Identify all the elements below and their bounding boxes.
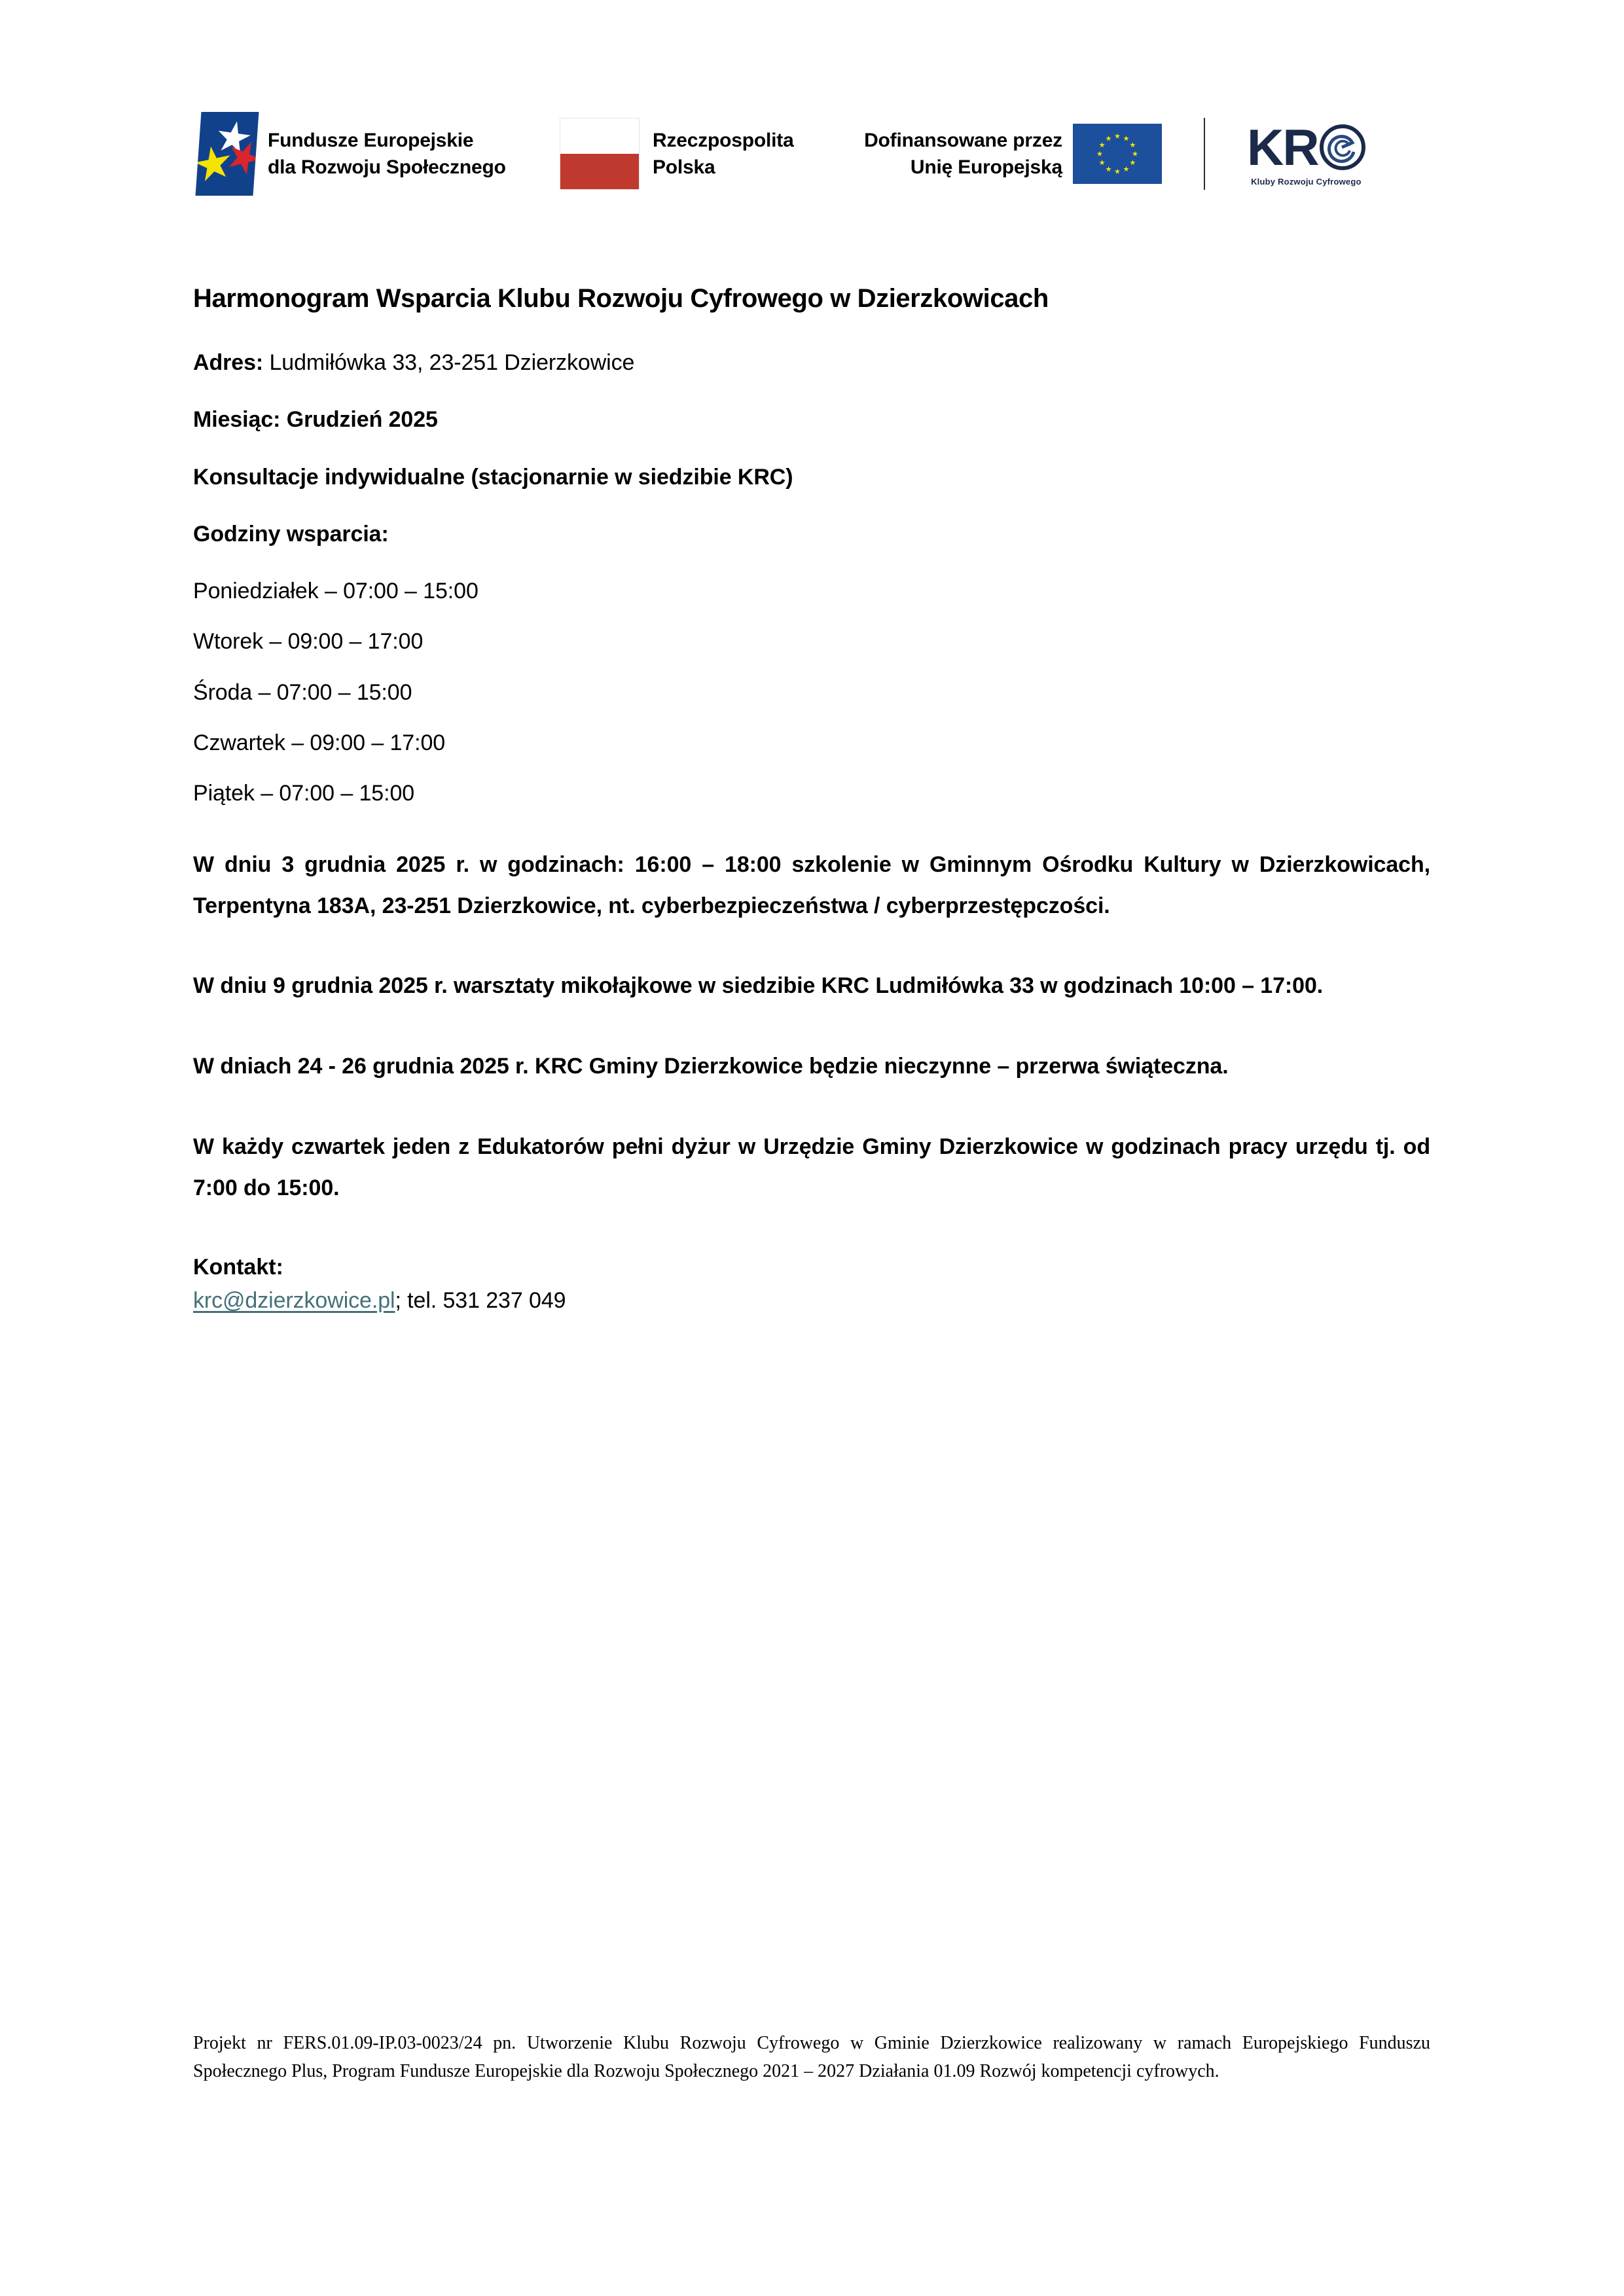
eu-star-icon	[1115, 134, 1121, 139]
eu-label-line-1: Dofinansowane przez	[864, 129, 1062, 151]
funding-logo-strip	[193, 101, 1430, 206]
address-value: Ludmiłówka 33, 23-251 Dzierzkowice	[263, 350, 635, 375]
contact-section	[193, 1255, 1430, 1314]
logo-divider	[1162, 101, 1247, 206]
contact-phone: ; tel. 531 237 049	[395, 1288, 566, 1314]
page-title: Harmonogram Wsparcia Klubu Rozwoju Cyfrowego w Dzierzkowicach	[193, 284, 1049, 313]
eu-star-icon	[1132, 151, 1138, 157]
logo-european-union	[864, 101, 1162, 206]
logo-rzeczpospolita-polska	[560, 101, 867, 206]
eu-star-icon	[1106, 166, 1111, 172]
pl-label-line-2: Polska	[653, 156, 715, 178]
eu-star-icon	[1115, 169, 1121, 175]
address-line	[193, 347, 1430, 379]
hours-item-tuesday: Wtorek – 09:00 – 17:00	[193, 629, 424, 655]
announcement-thursday-duty: W każdy czwartek jeden z Edukatorów pełni dyżur w Urzędzie Gminy Dzierzkowice w godzinach pracy urzędu tj. od 7:00 do 15:00.	[193, 1134, 1430, 1201]
krc-spiral-e-icon	[1320, 124, 1365, 170]
eu-star-icon	[1099, 142, 1105, 148]
announcement-holiday-closure: W dniach 24 - 26 grudnia 2025 r. KRC Gminy Dzierzkowice będzie nieczynne – przerwa świąteczna.	[193, 1054, 1229, 1079]
fundusze-europejskie-emblem-icon	[193, 112, 256, 196]
eu-star-icon	[1106, 135, 1111, 141]
address-label: Adres:	[193, 350, 264, 375]
eu-star-icon	[1130, 160, 1136, 166]
eu-star-icon	[1123, 166, 1129, 172]
eu-star-icon	[1097, 151, 1103, 157]
pl-label-line-1: Rzeczpospolita	[653, 129, 794, 151]
contact-heading: Kontakt:	[193, 1255, 283, 1280]
eu-star-icon	[1123, 135, 1129, 141]
eu-star-icon	[1130, 142, 1136, 148]
contact-details	[193, 1288, 1430, 1314]
poland-flag-icon	[560, 118, 640, 190]
eu-label-line-2: Unię Europejską	[910, 156, 1062, 178]
announcement-training-dec-3: W dniu 3 grudnia 2025 r. w godzinach: 16:00 – 18:00 szkolenie w Gminnym Ośrodku Kultury w Dzierzkowicach, Terpentyna 183A, 23-251 Dzierzkowice, nt. cyberbezpieczeństwa / cyberprzestępczości.	[193, 852, 1430, 918]
hours-item-wednesday: Środa – 07:00 – 15:00	[193, 679, 412, 705]
hours-item-friday: Piątek – 07:00 – 15:00	[193, 781, 415, 806]
krc-wordmark-text: KR	[1247, 118, 1318, 176]
logo-fundusze-europejskie	[193, 101, 560, 206]
footer-text: Projekt nr FERS.01.09-IP.03-0023/24 pn. Utworzenie Klubu Rozwoju Cyfrowego w Gminie Dzierzkowice realizowany w ramach Europejskiego Funduszu Społecznego Plus, Program Fundusze Europejskie dla Rozwoju Społecznego 2021 – 2027 Działania 01.09 Rozwój kompetencji cyfrowych.	[193, 2033, 1430, 2082]
krc-tagline: Kluby Rozwoju Cyfrowego	[1251, 176, 1362, 187]
announcement-workshop-dec-9: W dniu 9 grudnia 2025 r. warsztaty mikołajkowe w siedzibie KRC Ludmiłówka 33 w godzinach 10:00 – 17:00.	[193, 973, 1324, 999]
krc-wordmark	[1247, 118, 1365, 176]
project-funding-footer	[193, 2029, 1430, 2086]
fundusze-europejskie-label	[268, 127, 506, 181]
consultations-line: Konsultacje indywidualne (stacjonarnie w siedzibie KRC)	[193, 464, 793, 490]
logo-krc	[1247, 101, 1430, 206]
document-body	[193, 281, 1430, 1314]
hours-heading: Godziny wsparcia:	[193, 521, 389, 547]
hours-item-monday: Poniedziałek – 07:00 – 15:00	[193, 579, 478, 604]
hours-item-thursday: Czwartek – 09:00 – 17:00	[193, 730, 446, 756]
contact-email-link[interactable]: krc@dzierzkowice.pl	[193, 1288, 395, 1314]
eu-star-icon	[1099, 160, 1105, 166]
rzeczpospolita-label	[653, 127, 794, 181]
month-line: Miesiąc: Grudzień 2025	[193, 407, 438, 433]
fe-label-line-2: dla Rozwoju Społecznego	[268, 156, 506, 178]
european-union-label	[864, 127, 1062, 181]
fe-label-line-1: Fundusze Europejskie	[268, 129, 474, 151]
vertical-divider	[1204, 118, 1205, 190]
european-union-flag-icon	[1073, 124, 1162, 184]
support-hours-list	[193, 575, 1430, 810]
